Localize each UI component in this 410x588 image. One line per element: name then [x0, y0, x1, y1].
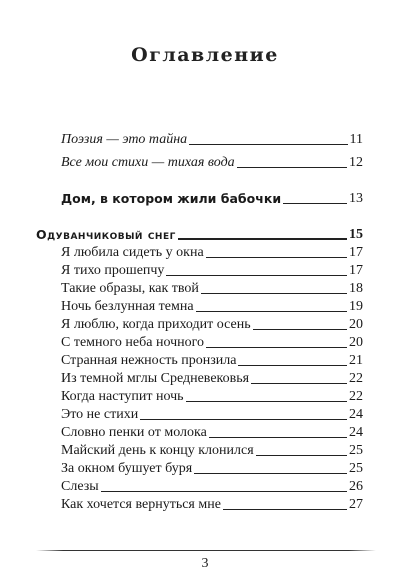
toc-entry	[61, 333, 363, 351]
toc-entry-title: С темного неба ночного	[61, 335, 205, 350]
toc-entry	[61, 261, 363, 279]
toc-entry-page: 20	[349, 335, 363, 350]
toc-leader	[237, 167, 347, 168]
toc-entry-page: 17	[349, 245, 363, 260]
toc-entry	[61, 243, 363, 261]
toc-entry-page: 22	[349, 371, 363, 386]
toc-entry-title: Я любила сидеть у окна	[61, 245, 204, 260]
toc-leader	[178, 238, 347, 240]
toc-chapter-title: Дом, в котором жили бабочки	[61, 191, 282, 206]
toc-entry	[61, 153, 363, 171]
page-number: 3	[201, 556, 209, 571]
toc-entry	[61, 495, 363, 513]
toc-entry-title: Это не стихи	[61, 407, 139, 422]
toc-leader	[189, 144, 347, 145]
toc-entry-title: За окном бушует буря	[61, 461, 193, 476]
toc-entry	[61, 459, 363, 477]
toc-leader	[253, 329, 347, 330]
toc-entry	[61, 279, 363, 297]
toc-entry-page: 20	[349, 317, 363, 332]
toc-entry	[61, 387, 363, 405]
toc-entry-page: 24	[349, 425, 363, 440]
toc-entry	[61, 315, 363, 333]
toc-entry	[61, 405, 363, 423]
toc-entry-page: 25	[349, 461, 363, 476]
toc-leader	[283, 203, 347, 204]
toc-entry-title: Странная нежность пронзила	[61, 353, 237, 368]
toc-entry-title: Майский день к концу клонился	[61, 443, 254, 458]
toc-entry-page: 21	[349, 353, 363, 368]
toc-leader	[251, 383, 347, 384]
toc-entry	[61, 477, 363, 495]
toc-leader	[256, 455, 347, 456]
toc-entry-page: 11	[349, 132, 363, 147]
toc-leader	[140, 419, 347, 420]
toc-leader	[209, 437, 347, 438]
toc-section-title: Одуванчиковый снег	[36, 227, 176, 242]
toc-leader	[201, 293, 347, 294]
toc-entry	[61, 130, 363, 148]
toc-entry-page: 12	[349, 155, 363, 170]
footer-rule	[36, 550, 376, 551]
toc-entry-page: 22	[349, 389, 363, 404]
toc-entry-title: Я люблю, когда приходит осень	[61, 317, 251, 332]
toc-section-page: 15	[349, 227, 363, 242]
toc-leader	[206, 257, 347, 258]
toc-entry-title: Все мои стихи — тихая вода	[61, 155, 235, 170]
toc-leader	[206, 347, 347, 348]
toc-leader	[196, 311, 347, 312]
toc-entry-title: Такие образы, как твой	[61, 281, 199, 296]
toc-entry-page: 27	[349, 497, 363, 512]
toc-entry-title: Поэзия — это тайна	[61, 132, 188, 147]
toc-entry-title: Словно пенки от молока	[61, 425, 207, 440]
toc-section-heading	[36, 225, 363, 243]
toc-entry-page: 19	[349, 299, 363, 314]
toc-chapter-page: 13	[349, 191, 363, 206]
toc-entry-title: Как хочется вернуться мне	[61, 497, 221, 512]
toc-entry	[61, 423, 363, 441]
toc-entry-title: Слезы	[61, 479, 99, 494]
toc-entry-title: Когда наступит ночь	[61, 389, 184, 404]
toc-entry-page: 18	[349, 281, 363, 296]
toc-entry-title: Из темной мглы Средневековья	[61, 371, 250, 386]
toc-entry	[61, 369, 363, 387]
toc-entry-title: Ночь безлунная темна	[61, 299, 194, 314]
toc-entry	[61, 441, 363, 459]
toc-leader	[238, 365, 347, 366]
toc-leader	[194, 473, 347, 474]
toc-leader	[223, 509, 347, 510]
page-title: Оглавление	[131, 44, 279, 66]
toc-entry-page: 26	[349, 479, 363, 494]
toc-entry	[61, 351, 363, 369]
toc-entry-page: 17	[349, 263, 363, 278]
toc-chapter	[61, 189, 363, 207]
toc-entry-page: 25	[349, 443, 363, 458]
toc-leader	[186, 401, 347, 402]
toc-entry	[61, 297, 363, 315]
toc-entry-page: 24	[349, 407, 363, 422]
toc-leader	[166, 275, 347, 276]
toc-entry-title: Я тихо прошепчу	[61, 263, 165, 278]
toc-leader	[101, 491, 347, 492]
